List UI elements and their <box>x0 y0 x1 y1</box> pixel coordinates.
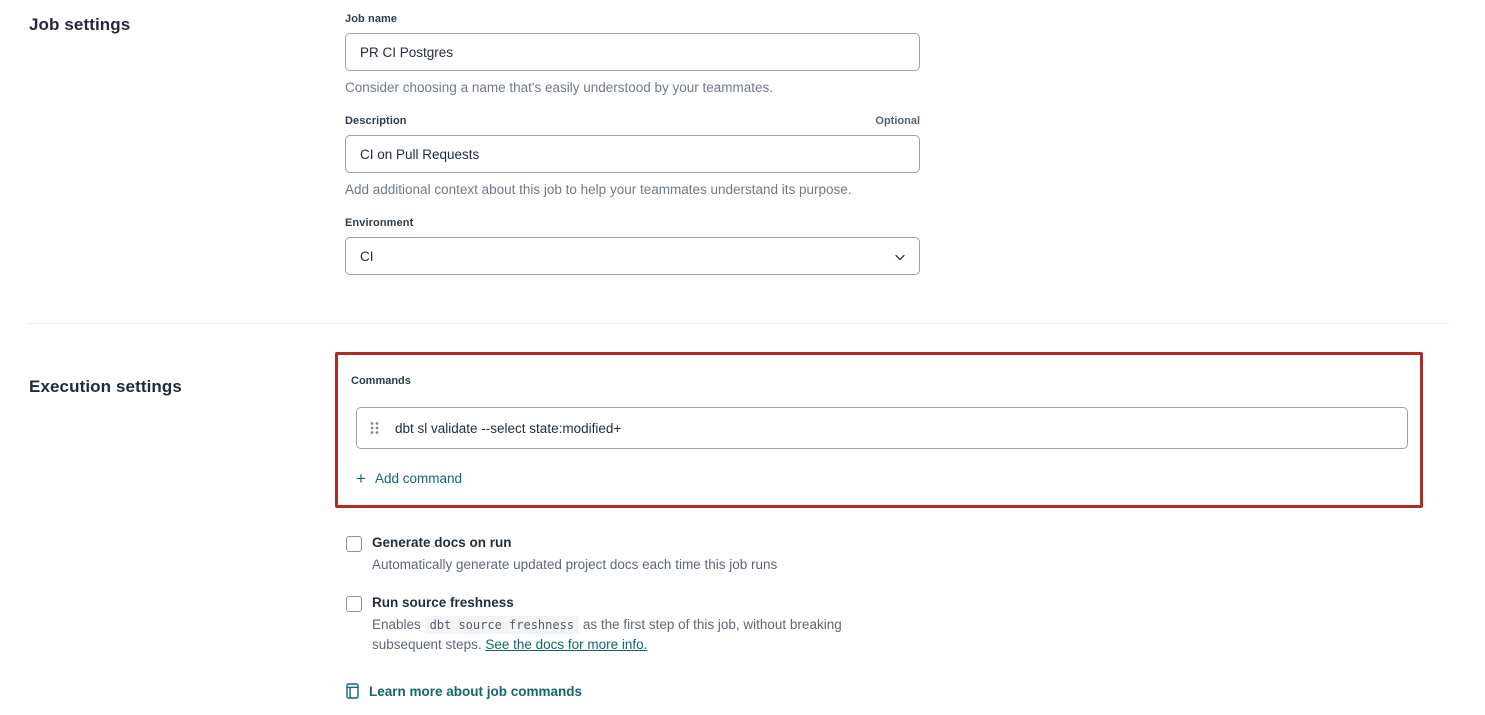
description-optional-badge: Optional <box>875 115 920 127</box>
plus-icon: + <box>356 468 366 488</box>
source-freshness-checkbox[interactable] <box>346 596 362 612</box>
job-name-input[interactable] <box>345 33 920 71</box>
source-freshness-helper <box>372 615 910 655</box>
add-command-button[interactable] <box>356 468 462 488</box>
job-name-helper: Consider choosing a name that's easily understood by your teammates. <box>345 80 774 95</box>
description-input[interactable] <box>345 135 920 173</box>
add-command-label: Add command <box>374 471 462 486</box>
book-icon <box>346 683 359 699</box>
generate-docs-checkbox[interactable] <box>346 536 362 552</box>
description-field-group <box>345 115 920 197</box>
commands-label: Commands <box>351 375 411 387</box>
checkbox-block <box>346 535 1423 655</box>
source-freshness-code-chip: dbt source freshness <box>425 616 580 634</box>
drag-handle-icon[interactable] <box>370 421 379 435</box>
source-freshness-label[interactable]: Run source freshness <box>372 595 514 610</box>
job-settings-form <box>345 0 920 275</box>
description-label: Description <box>345 115 407 127</box>
learn-more-link[interactable] <box>346 683 582 699</box>
job-settings-section <box>0 0 1485 275</box>
generate-docs-label[interactable]: Generate docs on run <box>372 535 512 550</box>
generate-docs-helper: Automatically generate updated project docs each time this job runs <box>372 557 778 572</box>
job-name-label: Job name <box>345 13 398 25</box>
job-settings-heading-column <box>0 0 345 275</box>
section-divider <box>29 323 1449 324</box>
job-settings-heading: Job settings <box>29 15 131 34</box>
environment-label: Environment <box>345 217 414 229</box>
source-freshness-helper-prefix: Enables <box>372 617 421 632</box>
execution-settings-section <box>0 352 1485 704</box>
chevron-down-icon <box>895 249 905 264</box>
commands-highlight-box <box>335 352 1423 508</box>
environment-select[interactable] <box>345 237 920 275</box>
command-row[interactable] <box>356 407 1408 449</box>
job-name-field-group <box>345 13 920 95</box>
execution-settings-heading-column <box>0 352 335 704</box>
see-docs-link[interactable]: See the docs for more info. <box>485 637 648 652</box>
execution-settings-heading: Execution settings <box>29 377 182 396</box>
generate-docs-row <box>346 535 1423 575</box>
environment-field-group <box>345 217 920 275</box>
execution-settings-form <box>335 352 1423 704</box>
description-helper: Add additional context about this job to help your teammates understand its purpose. <box>345 182 852 197</box>
source-freshness-helper-suffix: as the first step of this job, without breaking subsequent steps. <box>372 617 842 652</box>
source-freshness-row <box>346 595 1423 655</box>
learn-more-label: Learn more about job commands <box>369 683 583 699</box>
command-input[interactable]: dbt sl validate --select state:modified+ <box>395 420 622 436</box>
environment-select-value: CI <box>360 248 374 264</box>
